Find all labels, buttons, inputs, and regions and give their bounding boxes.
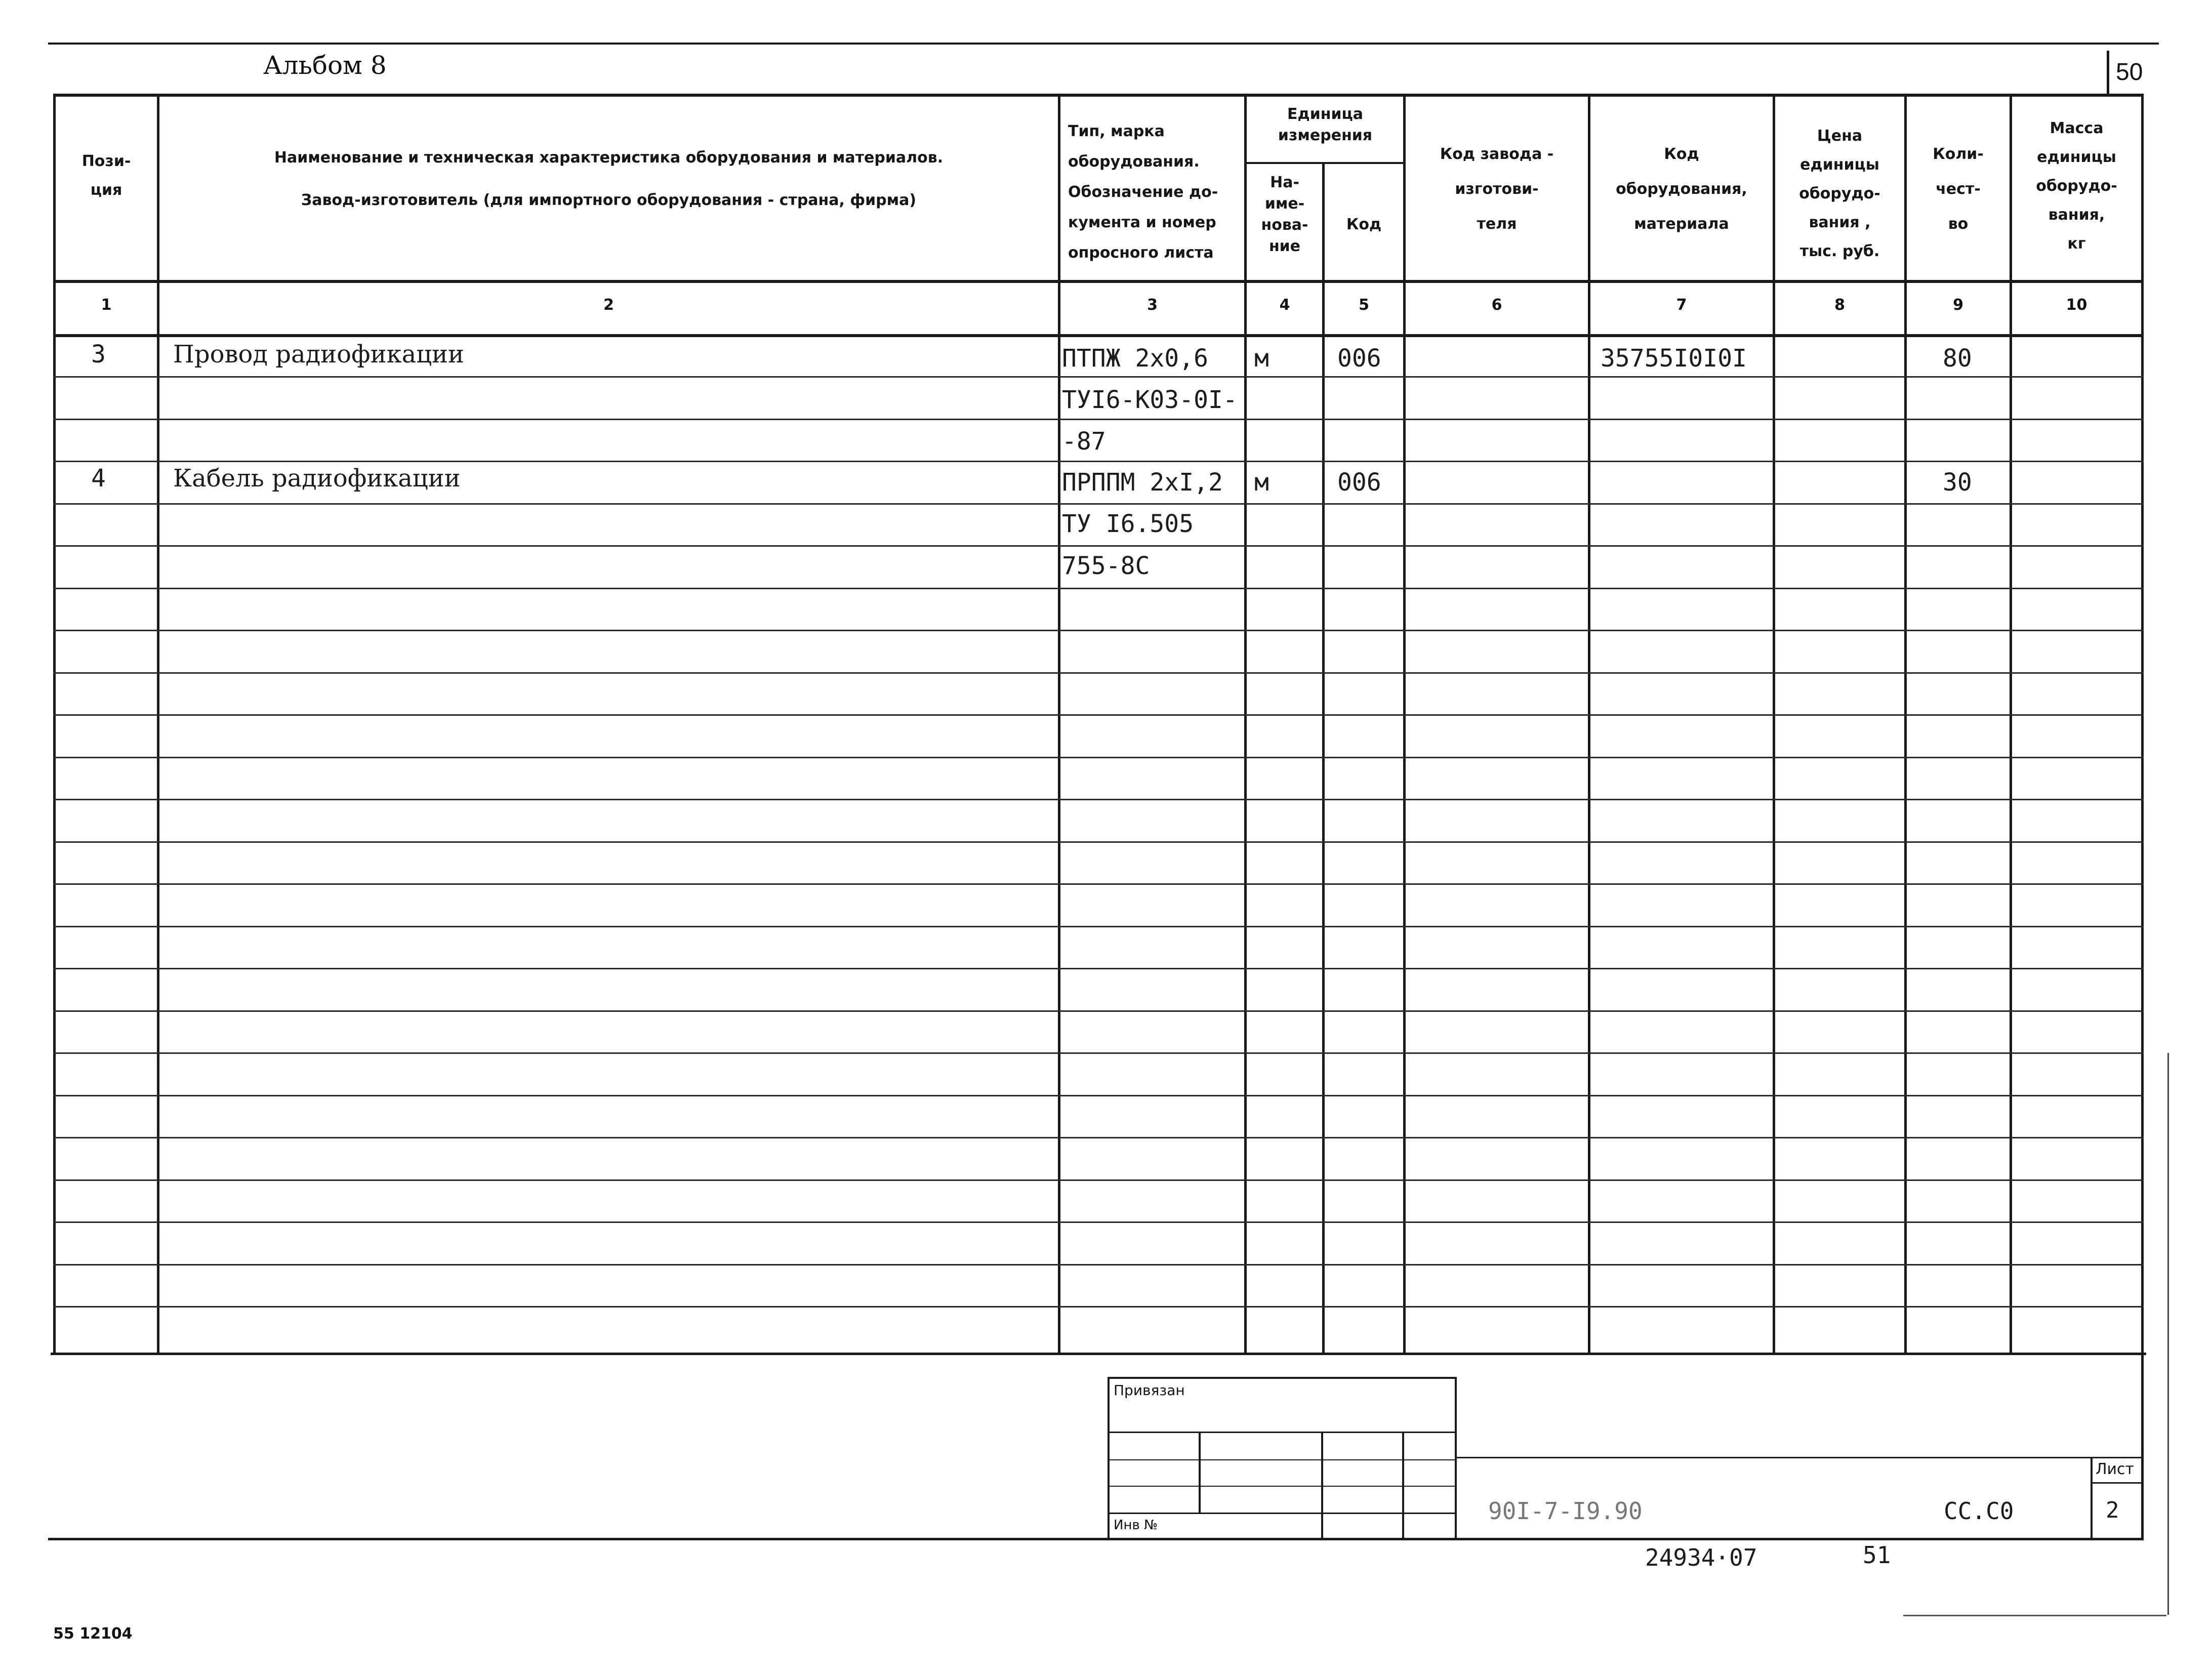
row-unit: м — [1254, 468, 1269, 497]
colnum-bottom-border — [53, 334, 2144, 337]
header-unit-name: На- име- нова- ние — [1261, 174, 1308, 255]
row-separator — [53, 419, 2144, 420]
colnum-6: 6 — [1491, 296, 1502, 314]
header-factory-code: Код завода - изготови- теля — [1440, 145, 1554, 233]
stamp-top-border — [1108, 1377, 1457, 1379]
doc-code: 90I-7-I9.90 — [1488, 1497, 1643, 1525]
row-eq-code: 35755I0I0I — [1601, 344, 1747, 373]
row-separator — [53, 968, 2144, 969]
section-code: СС.С0 — [1944, 1497, 2014, 1525]
col-line-0 — [53, 94, 56, 1354]
row-separator — [53, 1179, 2144, 1181]
col-line-6 — [1588, 94, 1590, 1354]
row-type: -87 — [1062, 427, 1106, 456]
col-line-9 — [2010, 94, 2012, 1354]
row-separator — [53, 714, 2144, 716]
row-separator — [53, 799, 2144, 800]
row-separator — [53, 545, 2144, 547]
bottom-frame-line — [48, 1538, 2144, 1540]
colnum-7: 7 — [1676, 296, 1687, 314]
header-mass: Масса единицы оборудо- вания, кг — [2036, 119, 2117, 253]
row-name: Провод радиофикации — [173, 340, 465, 369]
row-separator — [53, 1010, 2144, 1012]
row-separator — [53, 588, 2144, 589]
row-separator — [53, 1264, 2144, 1265]
row-separator — [53, 503, 2144, 505]
table-top-border — [53, 94, 2144, 97]
col-line-1 — [157, 94, 159, 1354]
row-unit: м — [1254, 344, 1269, 373]
table-bottom-border — [51, 1353, 2146, 1355]
row-qty: 30 — [1943, 468, 1972, 497]
header-unit-group: Единица измерения — [1278, 105, 1373, 144]
col-line-8 — [1904, 94, 1907, 1354]
row-separator — [53, 461, 2144, 462]
col-line-2 — [1058, 94, 1060, 1354]
header-unit-code: Код — [1346, 216, 1382, 233]
row-separator — [53, 883, 2144, 885]
col-line-10 — [2141, 94, 2144, 1354]
header-position: Пози- ция — [81, 152, 131, 199]
row-separator — [53, 841, 2144, 843]
header-bottom-border — [53, 280, 2144, 283]
inv-label: Инв № — [1114, 1518, 1158, 1533]
header-type: Тип, марка оборудования. Обозначение до- кумента и номер опросного листа — [1068, 123, 1218, 262]
row-type: ПРППМ 2хI,2 — [1062, 468, 1223, 497]
row-code: 006 — [1337, 344, 1381, 373]
col-line-5 — [1403, 94, 1406, 1354]
colnum-4: 4 — [1279, 296, 1290, 314]
stamp-inner-v2 — [1321, 1432, 1323, 1539]
row-qty: 80 — [1943, 344, 1972, 373]
header-quantity: Коли- чест- во — [1933, 145, 1984, 233]
stamp-inner-v1 — [1199, 1432, 1201, 1513]
header-name: Наименование и техническая характеристика оборудования и материалов. Завод-изготовитель (для импортного оборудования - страна, фирма) — [274, 149, 944, 209]
format-code: 55 12104 — [53, 1625, 133, 1643]
row-pos: 4 — [91, 464, 106, 493]
col-line-7 — [1773, 94, 1775, 1354]
title-block-top — [1457, 1457, 2143, 1458]
row-separator — [53, 630, 2144, 631]
stamp-line-1 — [1108, 1432, 1457, 1433]
row-separator — [53, 1306, 2144, 1308]
sheet-divider — [2091, 1457, 2093, 1538]
sheet-right-border — [2141, 1353, 2144, 1539]
stamp-line-2 — [1108, 1459, 1457, 1460]
stamp-inner-v3 — [1402, 1432, 1404, 1539]
album-title: Альбом 8 — [263, 51, 387, 80]
sheet-label: Лист — [2096, 1460, 2135, 1478]
row-type: 755-8С — [1062, 552, 1150, 580]
top-border-line — [48, 43, 2159, 45]
row-separator — [53, 926, 2144, 927]
page-number-divider — [2107, 51, 2109, 96]
page-number: 50 — [2116, 59, 2143, 86]
row-separator — [53, 1052, 2144, 1054]
header-equipment-code: Код оборудования, материала — [1616, 145, 1747, 233]
colnum-2: 2 — [603, 296, 614, 314]
header-price: Цена единицы оборудо- вания , тыс. руб. — [1799, 127, 1880, 260]
sheet-line — [2092, 1482, 2142, 1484]
row-separator — [53, 1137, 2144, 1138]
bound-label: Привязан — [1114, 1382, 1185, 1399]
col-line-3 — [1244, 94, 1247, 1354]
colnum-8: 8 — [1834, 296, 1845, 314]
row-type: ПТПЖ 2х0,6 — [1062, 344, 1208, 373]
row-type: ТУ I6.505 — [1062, 510, 1194, 538]
row-separator — [53, 757, 2144, 758]
row-code: 006 — [1337, 468, 1381, 497]
colnum-9: 9 — [1953, 296, 1963, 314]
colnum-1: 1 — [101, 296, 112, 314]
corner-line — [1903, 1615, 2166, 1616]
colnum-3: 3 — [1147, 296, 1158, 314]
stamp-line-4 — [1108, 1513, 1457, 1514]
archive-number: 24934·07 — [1645, 1544, 1757, 1571]
archive-page: 51 — [1863, 1541, 1891, 1569]
row-name: Кабель радиофикации — [173, 464, 461, 493]
outer-right-border — [2167, 1053, 2169, 1615]
stamp-left-border — [1108, 1377, 1110, 1539]
sheet-number: 2 — [2106, 1497, 2119, 1523]
colnum-5: 5 — [1359, 296, 1369, 314]
row-separator — [53, 1221, 2144, 1223]
unit-group-divider — [1244, 162, 1404, 164]
row-separator — [53, 672, 2144, 674]
stamp-line-3 — [1108, 1486, 1457, 1487]
row-separator — [53, 1095, 2144, 1096]
row-type: ТУI6-К03-0I- — [1062, 386, 1238, 414]
colnum-10: 10 — [2066, 296, 2087, 314]
row-pos: 3 — [91, 340, 106, 369]
row-separator — [53, 376, 2144, 378]
